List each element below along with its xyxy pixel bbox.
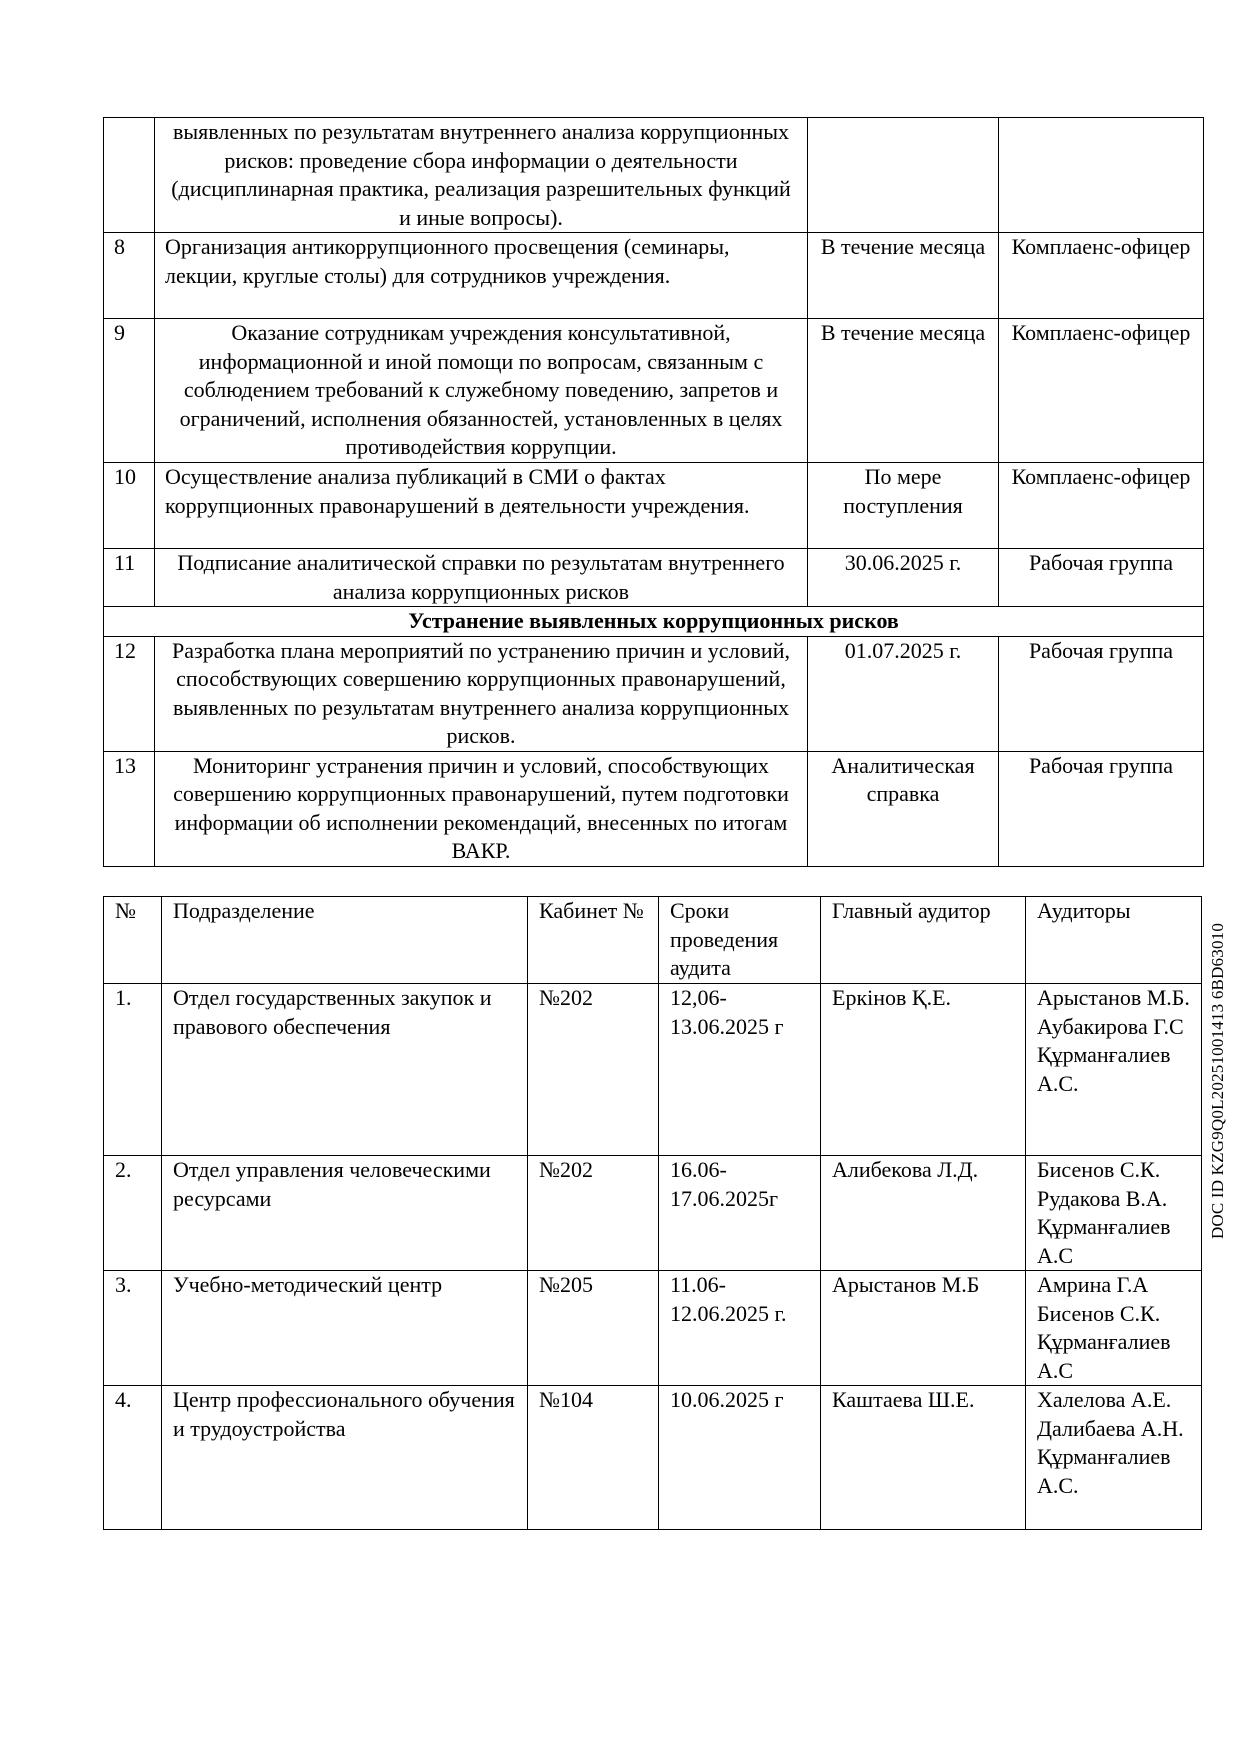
activity-text: Оказание сотрудникам учреждения консультативной, информационной и иной помощи по вопросам, связанным с соблюдением требований к служебному поведению, запретов и ограничений, исполнения обязанностей, установленных в целях противодействия коррупции. xyxy=(155,319,808,463)
auditor-name: Құрманғалиев А.С xyxy=(1037,1329,1171,1383)
activity-responsible: Рабочая группа xyxy=(999,751,1204,866)
activity-responsible: Комплаенс-офицер xyxy=(999,319,1204,463)
row-number: 8 xyxy=(104,233,155,319)
room: №202 xyxy=(528,1156,659,1271)
activity-text: Разработка плана мероприятий по устранению причин и условий, способствующих совершению коррупционных правонарушений, выявленных по результатам внутреннего анализа коррупционных рисков. xyxy=(155,636,808,751)
chief-auditor: Еркінов Қ.Е. xyxy=(821,984,1026,1156)
chief-auditor: Алибекова Л.Д. xyxy=(821,1156,1026,1271)
table-header-row xyxy=(104,897,1202,984)
row-number: 12 xyxy=(104,636,155,751)
auditor-name: Құрманғалиев А.С. xyxy=(1037,1042,1171,1096)
department: Центр профессионального обучения и трудоустройства xyxy=(162,1386,528,1530)
row-number: 10 xyxy=(104,463,155,549)
department: Отдел управления человеческими ресурсами xyxy=(162,1156,528,1271)
auditor-name: Бисенов С.К. xyxy=(1037,1300,1161,1326)
activity-term: Аналитическая справка xyxy=(808,751,999,866)
auditor-name: Далибаева А.Н. xyxy=(1037,1415,1184,1441)
header-department: Подразделение xyxy=(162,897,528,984)
audit-dates: 12,06-13.06.2025 г xyxy=(659,984,821,1156)
activity-term xyxy=(808,118,999,233)
header-number: № xyxy=(104,897,162,984)
activity-text: Подписание аналитической справки по результатам внутреннего анализа коррупционных рисков xyxy=(155,549,808,607)
table-row xyxy=(104,463,1204,549)
row-number: 9 xyxy=(104,319,155,463)
header-room: Кабинет № xyxy=(528,897,659,984)
row-number: 13 xyxy=(104,751,155,866)
auditor-name: Амрина Г.А xyxy=(1037,1272,1149,1297)
activity-text: Организация антикоррупционного просвещения (семинары, лекции, круглые столы) для сотрудников учреждения. xyxy=(155,233,808,319)
auditors xyxy=(1026,1386,1202,1530)
activity-responsible: Рабочая группа xyxy=(999,549,1204,607)
room: №104 xyxy=(528,1386,659,1530)
audit-dates: 10.06.2025 г xyxy=(659,1386,821,1530)
activity-term: 01.07.2025 г. xyxy=(808,636,999,751)
header-dates: Сроки проведения аудита xyxy=(659,897,821,984)
row-number: 4. xyxy=(104,1386,162,1530)
section-title: Устранение выявленных коррупционных рисков xyxy=(104,607,1204,637)
auditors xyxy=(1026,1156,1202,1271)
activity-responsible: Комплаенс-офицер xyxy=(999,233,1204,319)
activity-term: 30.06.2025 г. xyxy=(808,549,999,607)
table-row xyxy=(104,549,1204,607)
activity-responsible: Рабочая группа xyxy=(999,636,1204,751)
row-number: 1. xyxy=(104,984,162,1156)
header-chief-auditor: Главный аудитор xyxy=(821,897,1026,984)
activity-term: По мере поступления xyxy=(808,463,999,549)
activity-term: В течение месяца xyxy=(808,319,999,463)
auditor-name: Құрманғалиев А.С xyxy=(1037,1214,1171,1268)
table-row xyxy=(104,1386,1202,1530)
auditor-name: Бисенов С.К. xyxy=(1037,1157,1161,1182)
department: Отдел государственных закупок и правового обеспечения xyxy=(162,984,528,1156)
room: №205 xyxy=(528,1271,659,1386)
row-number: 2. xyxy=(104,1156,162,1271)
department: Учебно-методический центр xyxy=(162,1271,528,1386)
table-row xyxy=(104,118,1204,233)
table-row xyxy=(104,1156,1202,1271)
chief-auditor: Каштаева Ш.Е. xyxy=(821,1386,1026,1530)
activity-text: выявленных по результатам внутреннего анализа коррупционных рисков: проведение сбора информации о деятельности (дисциплинарная практика, реализация разрешительных функций и иные вопросы). xyxy=(155,118,808,233)
activity-responsible xyxy=(999,118,1204,233)
table-row xyxy=(104,319,1204,463)
section-row xyxy=(104,607,1204,637)
row-number: 11 xyxy=(104,549,155,607)
table-row xyxy=(104,984,1202,1156)
row-number: 3. xyxy=(104,1271,162,1386)
chief-auditor: Арыстанов М.Б xyxy=(821,1271,1026,1386)
audit-dates: 16.06-17.06.2025г xyxy=(659,1156,821,1271)
auditor-name: Рудакова В.А. xyxy=(1037,1185,1168,1211)
auditors xyxy=(1026,1271,1202,1386)
table-row xyxy=(104,636,1204,751)
audit-dates: 11.06-12.06.2025 г. xyxy=(659,1271,821,1386)
table-row xyxy=(104,233,1204,319)
activity-responsible: Комплаенс-офицер xyxy=(999,463,1204,549)
auditor-name: Арыстанов М.Б. xyxy=(1037,985,1190,1010)
auditor-name: Аубакирова Г.С xyxy=(1037,1013,1184,1039)
auditor-name: Құрманғалиев А.С. xyxy=(1037,1444,1171,1498)
auditor-name: Халелова А.Е. xyxy=(1037,1387,1172,1412)
audit-schedule-table xyxy=(103,896,1202,1530)
table-row xyxy=(104,751,1204,866)
activity-text: Осуществление анализа публикаций в СМИ о фактах коррупционных правонарушений в деятельности учреждения. xyxy=(155,463,808,549)
row-number xyxy=(104,118,155,233)
doc-id-stamp: DOC ID KZG9Q0L20251001413 6BD63010 xyxy=(1208,922,1227,1240)
plan-table xyxy=(103,117,1204,867)
activity-text: Мониторинг устранения причин и условий, способствующих совершению коррупционных правонарушений, путем подготовки информации об исполнении рекомендаций, внесенных по итогам ВАКР. xyxy=(155,751,808,866)
table-row xyxy=(104,1271,1202,1386)
room: №202 xyxy=(528,984,659,1156)
activity-term: В течение месяца xyxy=(808,233,999,319)
auditors xyxy=(1026,984,1202,1156)
header-auditors: Аудиторы xyxy=(1026,897,1202,984)
